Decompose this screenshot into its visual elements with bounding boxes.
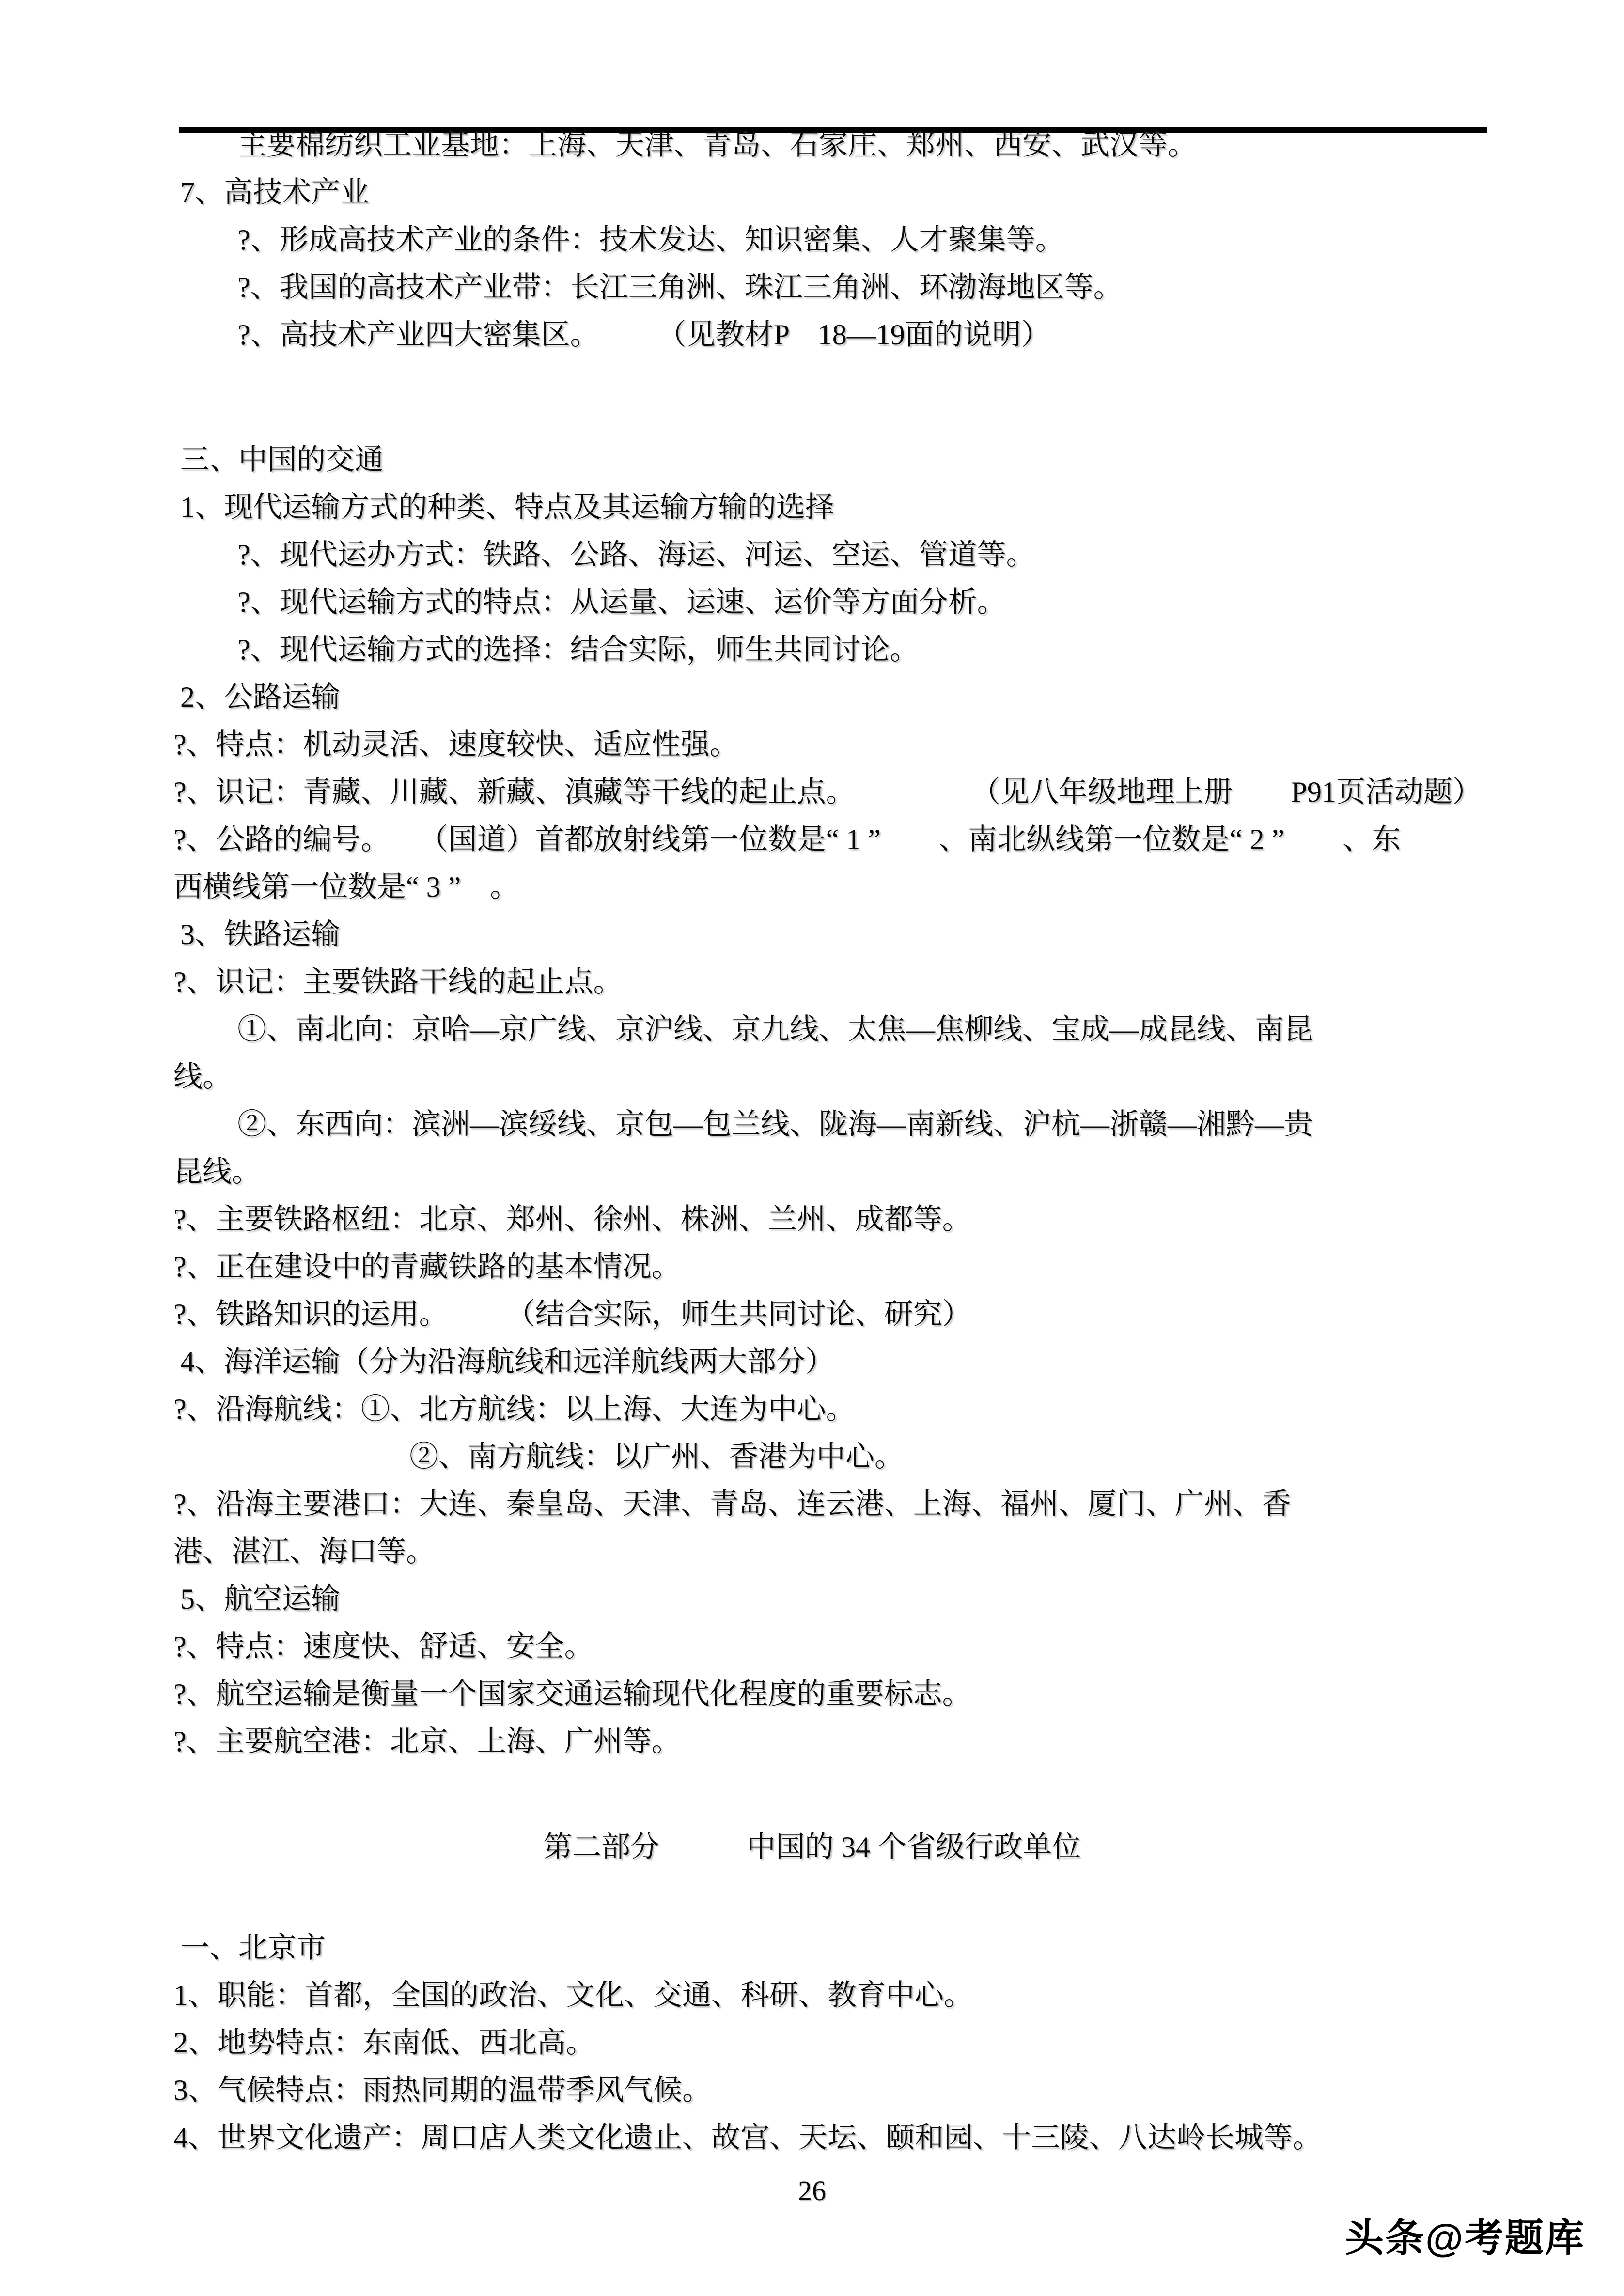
text-line: ?、航空运输是衡量一个国家交通运输现代化程度的重要标志。 — [173, 1678, 971, 1710]
text-line: ?、特点：速度快、舒适、安全。 — [173, 1630, 593, 1662]
text-line: 西横线第一位数是“ 3 ” 。 — [173, 871, 519, 903]
text-line: ?、形成高技术产业的条件：技术发达、知识密集、人才聚集等。 — [237, 224, 1064, 256]
spacer — [0, 358, 1624, 436]
text-line: 一、北京市 — [180, 1932, 326, 1964]
text-line: 3、气候特点：雨热同期的温带季风气候。 — [173, 2074, 711, 2106]
text-line: ?、特点：机动灵活、速度较快、适应性强。 — [173, 729, 739, 760]
text-line: ?、沿海航线：①、北方航线：以上海、大连为中心。 — [173, 1393, 855, 1425]
text-line: 第二部分 中国的 34 个省级行政单位 — [543, 1831, 1081, 1863]
text-line: 主要棉纺织工业基地：上海、天津、青岛、石家庄、郑州、西安、武汉等。 — [237, 129, 1197, 161]
text-line: ?、我国的高技术产业带：长江三角洲、珠江三角洲、环渤海地区等。 — [237, 271, 1123, 303]
text-line: 港、湛江、海口等。 — [173, 1536, 435, 1567]
text-line: ?、正在建设中的青藏铁路的基本情况。 — [173, 1251, 681, 1283]
text-line: ?、公路的编号。 （国道）首都放射线第一位数是“ 1 ” 、南北纵线第一位数是“ 2 ” 、东 — [173, 823, 1401, 855]
page-number: 26 — [798, 2175, 826, 2206]
text-line: ?、现代运输方式的特点：从运量、运速、运价等方面分析。 — [237, 586, 1006, 618]
text-line: ?、主要航空港：北京、上海、广州等。 — [173, 1725, 681, 1757]
text-line: ?、识记：青藏、川藏、新藏、滇藏等干线的起止点。 （见八年级地理上册 P91页活动题） — [173, 776, 1482, 808]
text-line: ?、识记：主要铁路干线的起止点。 — [173, 966, 623, 998]
text-line: 3、铁路运输 — [180, 918, 340, 950]
text-line: 昆线。 — [173, 1156, 261, 1188]
text-line: ?、沿海主要港口：大连、秦皇岛、天津、青岛、连云港、上海、福州、厦门、广州、香 — [173, 1488, 1291, 1520]
text-line: ?、铁路知识的运用。 （结合实际，师生共同讨论、研究） — [173, 1298, 971, 1330]
text-line: ②、南方航线：以广州、香港为中心。 — [409, 1441, 904, 1473]
text-line: 线。 — [173, 1061, 232, 1093]
text-line: 1、职能：首都，全国的政治、文化、交通、科研、教育中心。 — [173, 1979, 973, 2011]
spacer — [0, 1765, 1624, 1823]
text-line: 4、海洋运输（分为沿海航线和远洋航线两大部分） — [180, 1346, 834, 1378]
text-line: 三、中国的交通 — [180, 444, 384, 476]
text-line: ?、高技术产业四大密集区。 （见教材P 18—19面的说明） — [237, 319, 1050, 351]
watermark: 头条@考题库 — [1344, 2217, 1585, 2260]
text-line: ①、南北向：京哈—京广线、京沪线、京九线、太焦—焦柳线、宝成—成昆线、南昆 — [237, 1013, 1313, 1045]
text-line: 2、地势特点：东南低、西北高。 — [173, 2027, 595, 2059]
spacer — [0, 1871, 1624, 1924]
text-line: ②、东西向：滨洲—滨绥线、京包—包兰线、陇海—南新线、沪杭—浙赣—湘黔—贵 — [237, 1108, 1313, 1140]
text-line: ?、主要铁路枢纽：北京、郑州、徐州、株洲、兰州、成都等。 — [173, 1203, 971, 1235]
text-line: ?、现代运办方式：铁路、公路、海运、河运、空运、管道等。 — [237, 539, 1035, 571]
text-line: 2、公路运输 — [180, 681, 340, 713]
document-body — [0, 121, 1624, 2215]
text-line: 1、现代运输方式的种类、特点及其运输方输的选择 — [180, 491, 834, 523]
text-line: 7、高技术产业 — [180, 176, 369, 208]
text-line: 4、世界文化遗产：周口店人类文化遗止、故宫、天坛、颐和园、十三陵、八达岭长城等。 — [173, 2122, 1322, 2154]
text-line: 5、航空运输 — [180, 1583, 340, 1615]
text-line: ?、现代运输方式的选择：结合实际，师生共同讨论。 — [237, 634, 919, 666]
